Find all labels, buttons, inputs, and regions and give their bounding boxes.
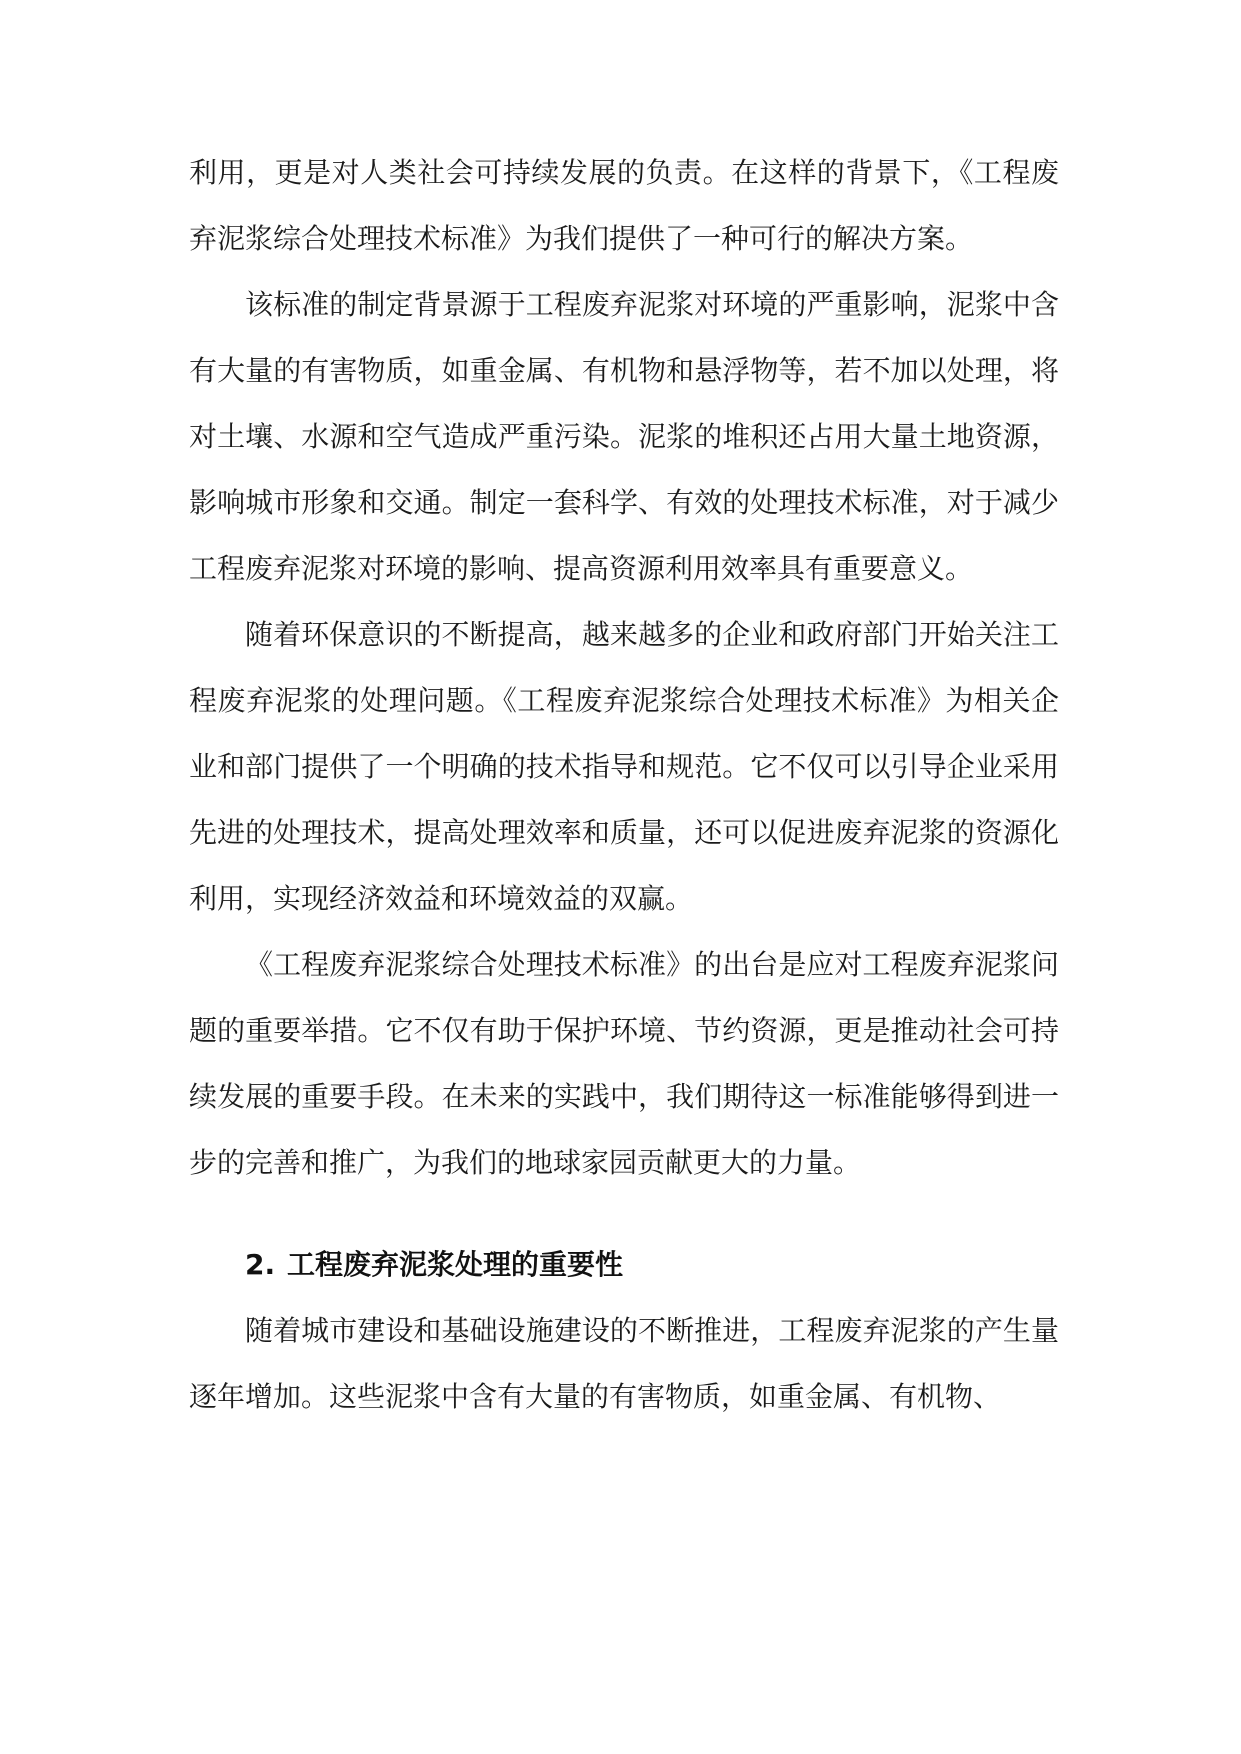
section-title: 工程废弃泥浆处理的重要性 (287, 1248, 624, 1281)
section-number: 2. (245, 1248, 276, 1281)
paragraph-standard-background: 该标准的制定背景源于工程废弃泥浆对环境的严重影响，泥浆中含有大量的有害物质，如重金属、有机物和悬浮物等，若不加以处理，将对土壤、水源和空气造成严重污染。泥浆的堆积还占用大量土地资源，影响城市形象和交通。制定一套科学、有效的处理技术标准，对于减少工程废弃泥浆对环境的影响、提高资源利用效率具有重要意义。 (189, 288, 1059, 585)
paragraph-intro-continuation: 利用，更是对人类社会可持续发展的负责。在这样的背景下，《工程废弃泥浆综合处理技术标准》为我们提供了一种可行的解决方案。 (189, 156, 1059, 255)
paragraph-environmental-awareness: 随着环保意识的不断提高，越来越多的企业和政府部门开始关注工程废弃泥浆的处理问题。《工程废弃泥浆综合处理技术标准》为相关企业和部门提供了一个明确的技术指导和规范。它不仅可以引导企业采用先进的处理技术，提高处理效率和质量，还可以促进废弃泥浆的资源化利用，实现经济效益和环境效益的双赢。 (189, 618, 1059, 915)
document-body (189, 140, 1059, 1430)
paragraph-section-intro: 随着城市建设和基础设施建设的不断推进，工程废弃泥浆的产生量逐年增加。这些泥浆中含有大量的有害物质，如重金属、有机物、 (189, 1314, 1059, 1413)
paragraph-standard-significance: 《工程废弃泥浆综合处理技术标准》的出台是应对工程废弃泥浆问题的重要举措。它不仅有助于保护环境、节约资源，更是推动社会可持续发展的重要手段。在未来的实践中，我们期待这一标准能够得到进一步的完善和推广，为我们的地球家园贡献更大的力量。 (189, 948, 1059, 1179)
section-heading (189, 1232, 1059, 1298)
